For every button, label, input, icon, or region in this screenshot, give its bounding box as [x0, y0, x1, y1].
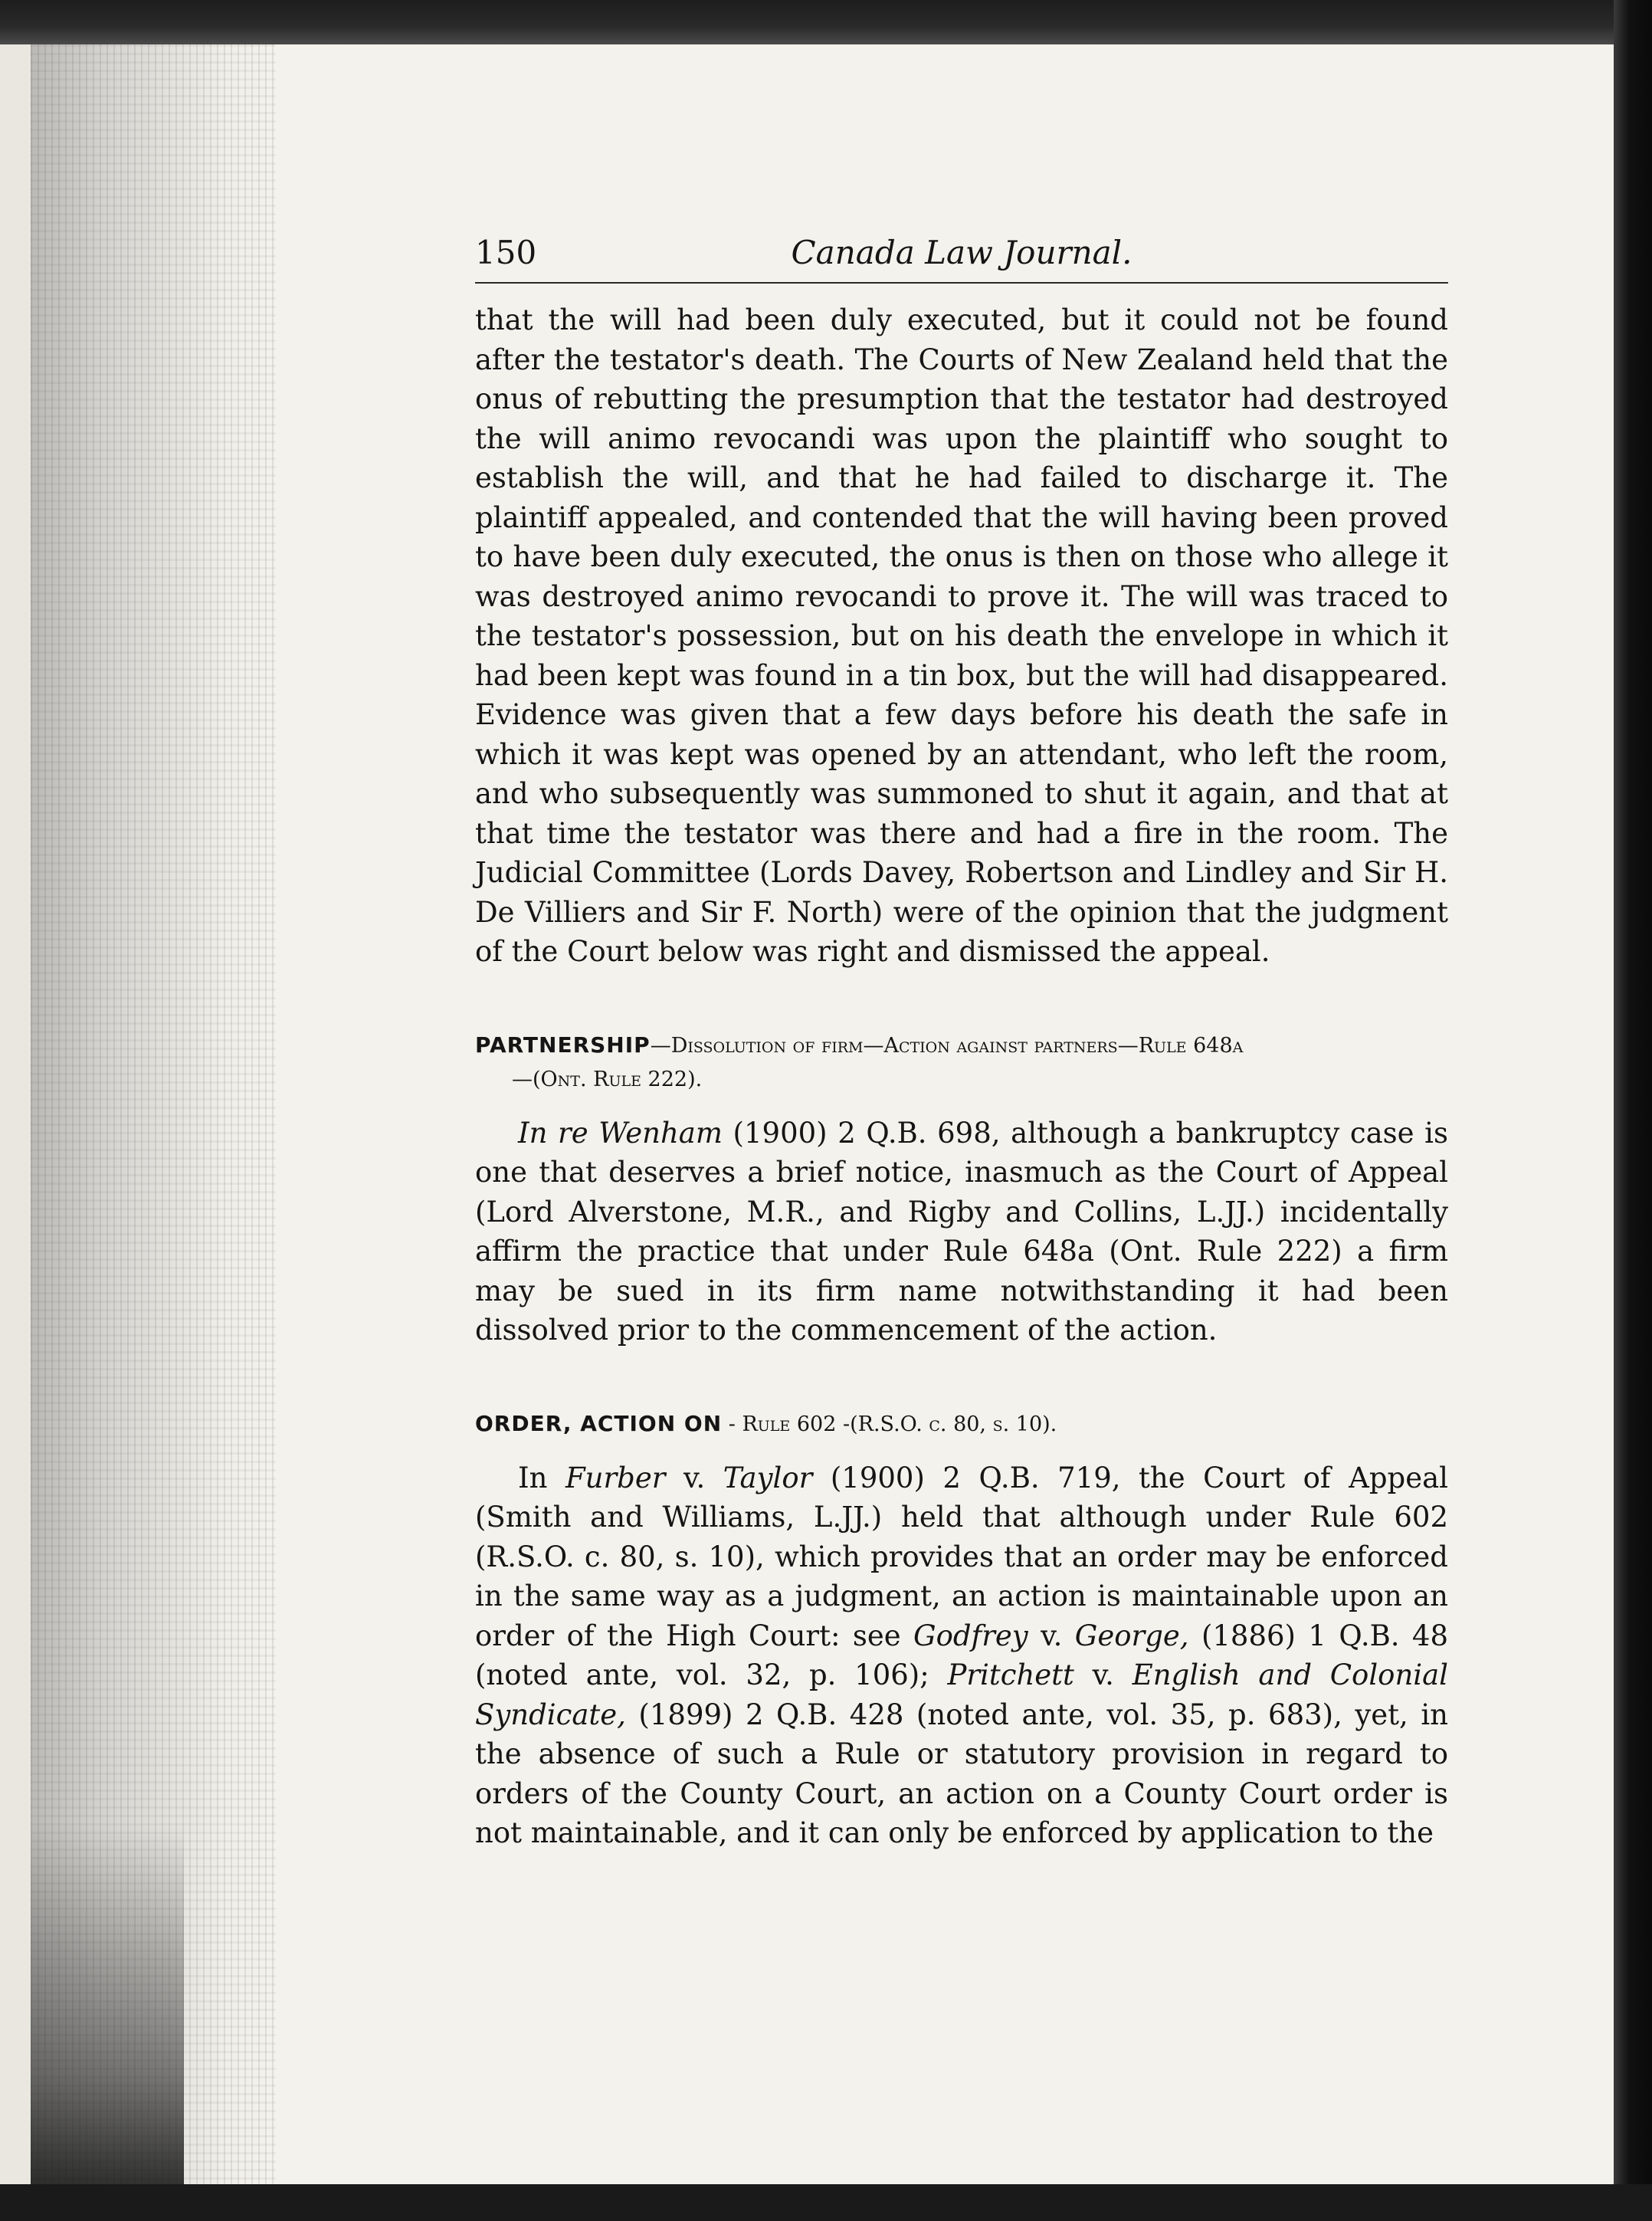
- paragraph-text: (1900) 2 Q.B. 719, the Court of Appeal (Smith and Williams, L.JJ.) held that although under Rule 602 (R.S.O. c. 80, s. 10), which provides that an order may be enforced in the same way as a judgment, an action is maintainable upon an order of the High Court: see: [475, 1461, 1449, 1652]
- paragraph-furber-case: [475, 1458, 1448, 1853]
- case-name: George,: [1074, 1619, 1189, 1652]
- journal-page: [475, 230, 1448, 1853]
- section-heading-partnership: [475, 1028, 1448, 1097]
- page-number: 150: [475, 234, 537, 271]
- paragraph-text: v.: [665, 1461, 723, 1494]
- section-subheading: - Rule 602 -(R.S.O. c. 80, s. 10).: [722, 1412, 1057, 1436]
- paragraph-text: v.: [1073, 1658, 1132, 1691]
- paragraph-wenham-case: [475, 1114, 1448, 1350]
- scan-border-right: [1614, 0, 1652, 2221]
- case-name: English and Colonial Syndicate,: [475, 1658, 1449, 1731]
- section-keyword: PARTNERSHIP: [475, 1032, 651, 1058]
- section-heading-order-action: [475, 1407, 1448, 1442]
- header-rule: [475, 282, 1448, 284]
- paragraph-will-case: that the will had been duly executed, but it could not be found after the testator's death. The Courts of New Zealand held that the onus of rebutting the presumption that the testator had destroyed the will animo revocandi was upon the plaintiff who sought to establish the will, and that he had failed to discharge it. The plaintiff appealed, and contended that the will having been proved to have been duly executed, the onus is then on those who allege it was destroyed animo revocandi to prove it. The will was traced to the testator's possession, but on his death the envelope in which it had been kept was found in a tin box, but the will had disappeared. Evidence was given that a few days before his death the safe in which it was kept was opened by an attendant, who left the room, and who subsequently was summoned to shut it again, and that at that time the testator was there and had a fire in the room. The Judicial Committee (Lords Davey, Robertson and Lindley and Sir H. De Villiers and Sir F. North) were of the opinion that the judgment of the Court below was right and dismissed the appeal.: [475, 303, 1448, 968]
- scan-border-top: [0, 0, 1652, 44]
- case-name: Pritchett: [947, 1658, 1074, 1691]
- binding-shadow: [31, 1824, 184, 2184]
- case-name: Godfrey: [913, 1619, 1028, 1652]
- section-keyword: ORDER, ACTION ON: [475, 1410, 723, 1436]
- scan-border-bottom: [0, 2184, 1652, 2221]
- running-head: [475, 230, 1448, 276]
- section-subheading: —Dissolution of firm—Action against partners—Rule 648a: [650, 1033, 1244, 1058]
- case-name: Furber: [565, 1461, 666, 1494]
- paragraph-text: v.: [1028, 1619, 1075, 1652]
- scan-margin-left: [0, 0, 31, 2221]
- journal-title: Canada Law Journal.: [791, 234, 1132, 271]
- paragraph-text: (1900) 2 Q.B. 698, although a bankruptcy case is one that deserves a brief notice, inasmuch as the Court of Appeal (Lord Alverstone, M.R., and Rigby and Collins, L.JJ.) incidentally affirm the practice that under Rule 648a (Ont. Rule 222) a firm may be sued in its firm name notwithstanding it had been dissolved prior to the commencement of the action.: [475, 1116, 1448, 1347]
- section-subheading-continued: —(Ont. Rule 222).: [512, 1067, 703, 1091]
- paragraph-text: In: [518, 1461, 565, 1494]
- paragraph-text: (1899) 2 Q.B. 428 (noted ante, vol. 35, p. 683), yet, in the absence of such a Rule or statutory provision in regard to orders of the County Court, an action on a County Court order is not maintainable, and it can only be enforced by application to the: [475, 1698, 1448, 1849]
- paragraph-text: (1886) 1 Q.B. 48 (noted ante, vol. 32, p. 106);: [475, 1619, 1449, 1691]
- case-name: In re Wenham: [518, 1116, 723, 1150]
- case-name: Taylor: [723, 1461, 813, 1494]
